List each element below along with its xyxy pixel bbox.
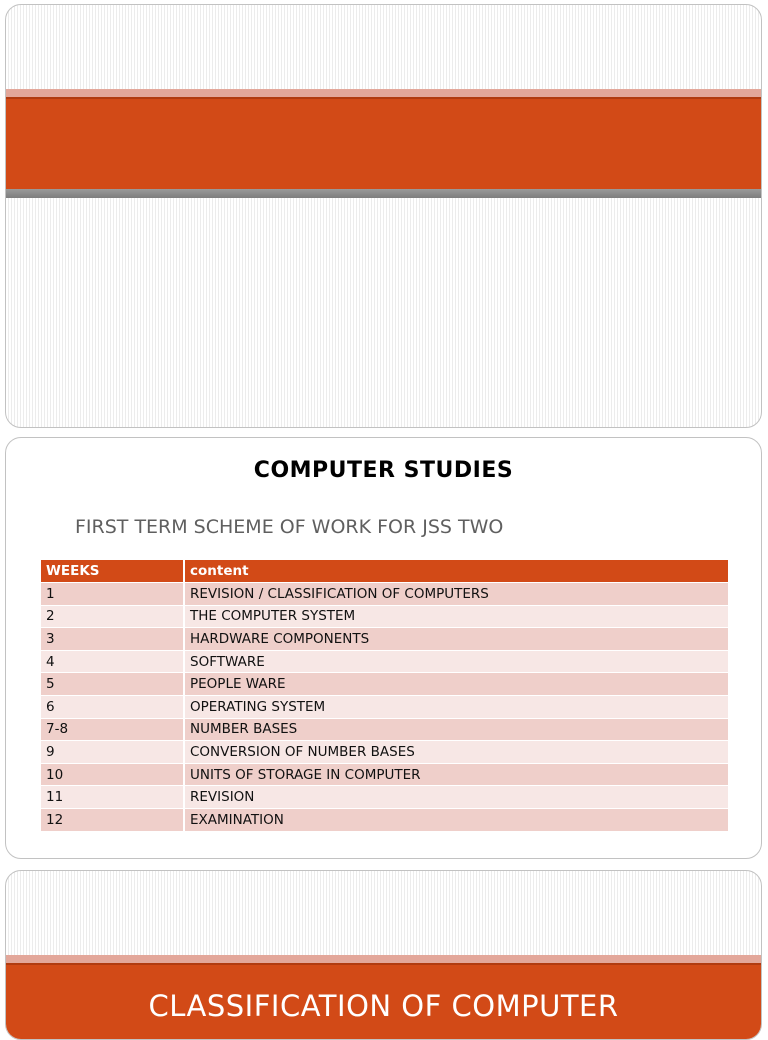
week-cell: 7-8 [41, 718, 184, 741]
week-cell: 5 [41, 673, 184, 696]
table-row [41, 605, 729, 628]
table-row [41, 696, 729, 719]
table-row [41, 809, 729, 832]
classification-slide[interactable] [5, 870, 762, 1040]
content-cell: OPERATING SYSTEM [184, 696, 729, 719]
content-column-header: content [184, 560, 729, 583]
scheme-slide[interactable] [5, 437, 762, 859]
table-row [41, 763, 729, 786]
weeks-column-header: WEEKS [41, 560, 184, 583]
band-highlight-line [6, 89, 761, 97]
content-cell: SOFTWARE [184, 650, 729, 673]
table-row [41, 650, 729, 673]
content-cell: UNITS OF STORAGE IN COMPUTER [184, 763, 729, 786]
table-header-row [41, 560, 729, 583]
table-row [41, 786, 729, 809]
content-cell: CONVERSION OF NUMBER BASES [184, 741, 729, 764]
table-row [41, 673, 729, 696]
week-cell: 4 [41, 650, 184, 673]
week-cell: 3 [41, 628, 184, 651]
week-cell: 6 [41, 696, 184, 719]
title-band [6, 97, 761, 189]
content-cell: EXAMINATION [184, 809, 729, 832]
content-cell: REVISION [184, 786, 729, 809]
table-row [41, 628, 729, 651]
slide-title: CLASSIFICATION OF COMPUTER [148, 989, 619, 1023]
table-row [41, 741, 729, 764]
week-cell: 11 [41, 786, 184, 809]
slide-subtitle: FIRST TERM SCHEME OF WORK FOR JSS TWO [75, 516, 504, 538]
band-shadow-line [6, 189, 761, 198]
week-cell: 1 [41, 583, 184, 606]
band-highlight-line [6, 955, 761, 963]
content-cell: HARDWARE COMPONENTS [184, 628, 729, 651]
week-cell: 12 [41, 809, 184, 832]
week-cell: 9 [41, 741, 184, 764]
week-cell: 2 [41, 605, 184, 628]
table-row [41, 718, 729, 741]
title-slide[interactable] [5, 4, 762, 428]
content-cell: REVISION / CLASSIFICATION OF COMPUTERS [184, 583, 729, 606]
content-cell: PEOPLE WARE [184, 673, 729, 696]
week-cell: 10 [41, 763, 184, 786]
table-row [41, 583, 729, 606]
content-cell: NUMBER BASES [184, 718, 729, 741]
content-cell: THE COMPUTER SYSTEM [184, 605, 729, 628]
slide-title: COMPUTER STUDIES [253, 458, 514, 483]
scheme-table [41, 560, 730, 832]
